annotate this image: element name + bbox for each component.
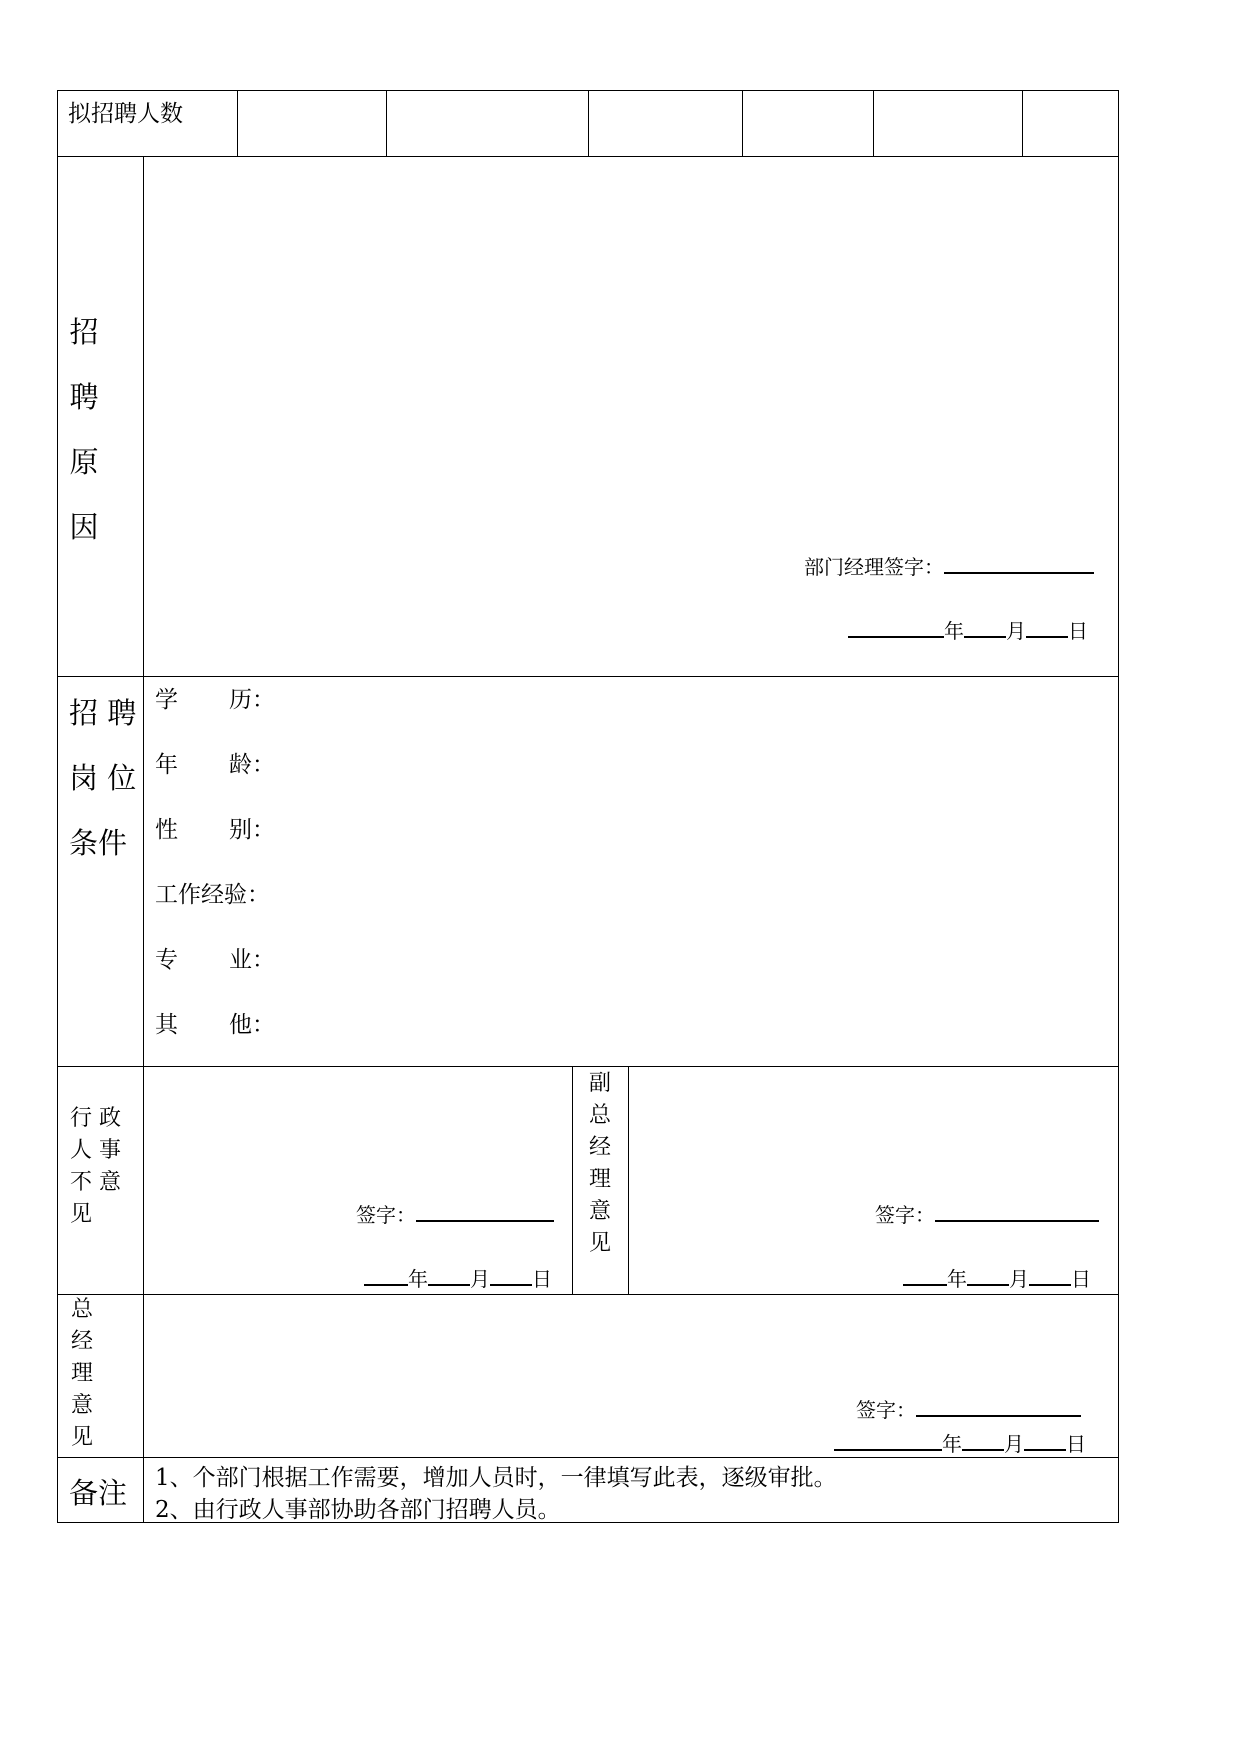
day-label: 日 <box>532 1267 552 1291</box>
condition-age-a: 年 <box>155 752 178 778</box>
condition-education-b: 历： <box>229 687 275 713</box>
headcount-cell-6[interactable] <box>1022 90 1119 157</box>
notes-label: 备注 <box>69 1476 128 1510</box>
condition-experience: 工作经验： <box>155 882 270 908</box>
condition-other-b: 他： <box>229 1012 275 1038</box>
condition-major-a: 专 <box>155 947 178 973</box>
vice-gm-label-char: 理 <box>588 1167 611 1192</box>
reason-signature-blank[interactable] <box>944 551 1094 574</box>
notes-line: 2、由行政人事部协助各部门招聘人员。 <box>155 1497 561 1523</box>
gm-signature-label: 签字： <box>856 1398 916 1422</box>
admin-label-line: 见 <box>70 1202 93 1227</box>
year-label: 年 <box>942 1432 962 1456</box>
gm-label-char: 意 <box>70 1393 93 1418</box>
month-label: 月 <box>1006 619 1026 643</box>
vice-gm-signature-blank[interactable] <box>935 1199 1099 1222</box>
reason-date-line <box>848 615 1088 644</box>
admin-date-line <box>364 1263 552 1292</box>
conditions-label-cell <box>57 676 144 1067</box>
conditions-label-line: 条件 <box>69 826 128 860</box>
headcount-cell-4[interactable] <box>742 90 874 157</box>
condition-education-a: 学 <box>155 687 178 713</box>
conditions-label-line: 岗 位 <box>69 761 137 795</box>
headcount-label: 拟招聘人数 <box>68 101 183 127</box>
day-blank[interactable] <box>1029 1263 1071 1286</box>
condition-age-b: 龄： <box>229 752 275 778</box>
year-blank[interactable] <box>903 1263 947 1286</box>
admin-label-line: 行 政 <box>70 1106 121 1131</box>
admin-signature-line <box>356 1199 554 1228</box>
gm-label-char: 理 <box>70 1361 93 1386</box>
gm-label-char: 总 <box>70 1297 93 1322</box>
admin-signature-blank[interactable] <box>416 1199 554 1222</box>
year-label: 年 <box>947 1267 967 1291</box>
month-blank[interactable] <box>428 1263 470 1286</box>
month-blank[interactable] <box>962 1428 1004 1451</box>
reason-label-char: 因 <box>69 510 99 544</box>
gm-signature-blank[interactable] <box>916 1394 1081 1417</box>
month-label: 月 <box>1009 1267 1029 1291</box>
conditions-label-line: 招 聘 <box>69 696 137 730</box>
day-blank[interactable] <box>1026 615 1068 638</box>
gm-label <box>66 1294 98 1454</box>
day-label: 日 <box>1068 619 1088 643</box>
month-label: 月 <box>470 1267 490 1291</box>
vice-gm-label <box>584 1068 616 1260</box>
year-label: 年 <box>408 1267 428 1291</box>
vice-gm-signature-line <box>875 1199 1099 1228</box>
vice-gm-signature-label: 签字： <box>875 1203 935 1227</box>
vice-gm-label-char: 见 <box>588 1231 611 1256</box>
admin-label-line: 不 意 <box>70 1170 121 1195</box>
condition-major-b: 业： <box>229 947 275 973</box>
vice-gm-label-char: 经 <box>588 1135 611 1160</box>
headcount-cell-2[interactable] <box>386 90 589 157</box>
admin-signature-label: 签字： <box>356 1203 416 1227</box>
reason-signature-label: 部门经理签字： <box>804 555 944 579</box>
reason-content-cell[interactable] <box>143 156 1119 677</box>
day-blank[interactable] <box>1024 1428 1066 1451</box>
year-label: 年 <box>944 619 964 643</box>
day-label: 日 <box>1071 1267 1091 1291</box>
conditions-content-cell[interactable] <box>143 676 1119 1067</box>
reason-label <box>64 300 104 560</box>
headcount-cell-1[interactable] <box>237 90 387 157</box>
condition-gender-b: 别： <box>229 817 275 843</box>
vice-gm-label-char: 总 <box>588 1103 611 1128</box>
vice-gm-label-char: 意 <box>588 1199 611 1224</box>
vice-gm-content-cell[interactable] <box>628 1066 1119 1295</box>
month-blank[interactable] <box>964 615 1006 638</box>
day-label: 日 <box>1066 1432 1086 1456</box>
vice-gm-label-char: 副 <box>588 1071 611 1096</box>
year-blank[interactable] <box>364 1263 408 1286</box>
day-blank[interactable] <box>490 1263 532 1286</box>
year-blank[interactable] <box>834 1428 942 1451</box>
admin-content-cell[interactable] <box>143 1066 573 1295</box>
reason-label-char: 聘 <box>69 380 99 414</box>
notes-line: 1、个部门根据工作需要，增加人员时，一律填写此表，逐级审批。 <box>155 1465 837 1491</box>
gm-label-char: 见 <box>70 1425 93 1450</box>
month-label: 月 <box>1004 1432 1024 1456</box>
reason-label-char: 招 <box>69 315 99 349</box>
gm-date-line <box>834 1428 1086 1457</box>
reason-label-char: 原 <box>69 445 99 479</box>
condition-other-a: 其 <box>155 1012 178 1038</box>
headcount-cell-5[interactable] <box>873 90 1023 157</box>
condition-gender-a: 性 <box>155 817 178 843</box>
vice-gm-date-line <box>903 1263 1091 1292</box>
reason-signature-line <box>804 551 1094 580</box>
headcount-cell-3[interactable] <box>588 90 743 157</box>
year-blank[interactable] <box>848 615 944 638</box>
gm-signature-line <box>856 1394 1081 1423</box>
gm-label-char: 经 <box>70 1329 93 1354</box>
month-blank[interactable] <box>967 1263 1009 1286</box>
admin-label-line: 人 事 <box>70 1138 121 1163</box>
